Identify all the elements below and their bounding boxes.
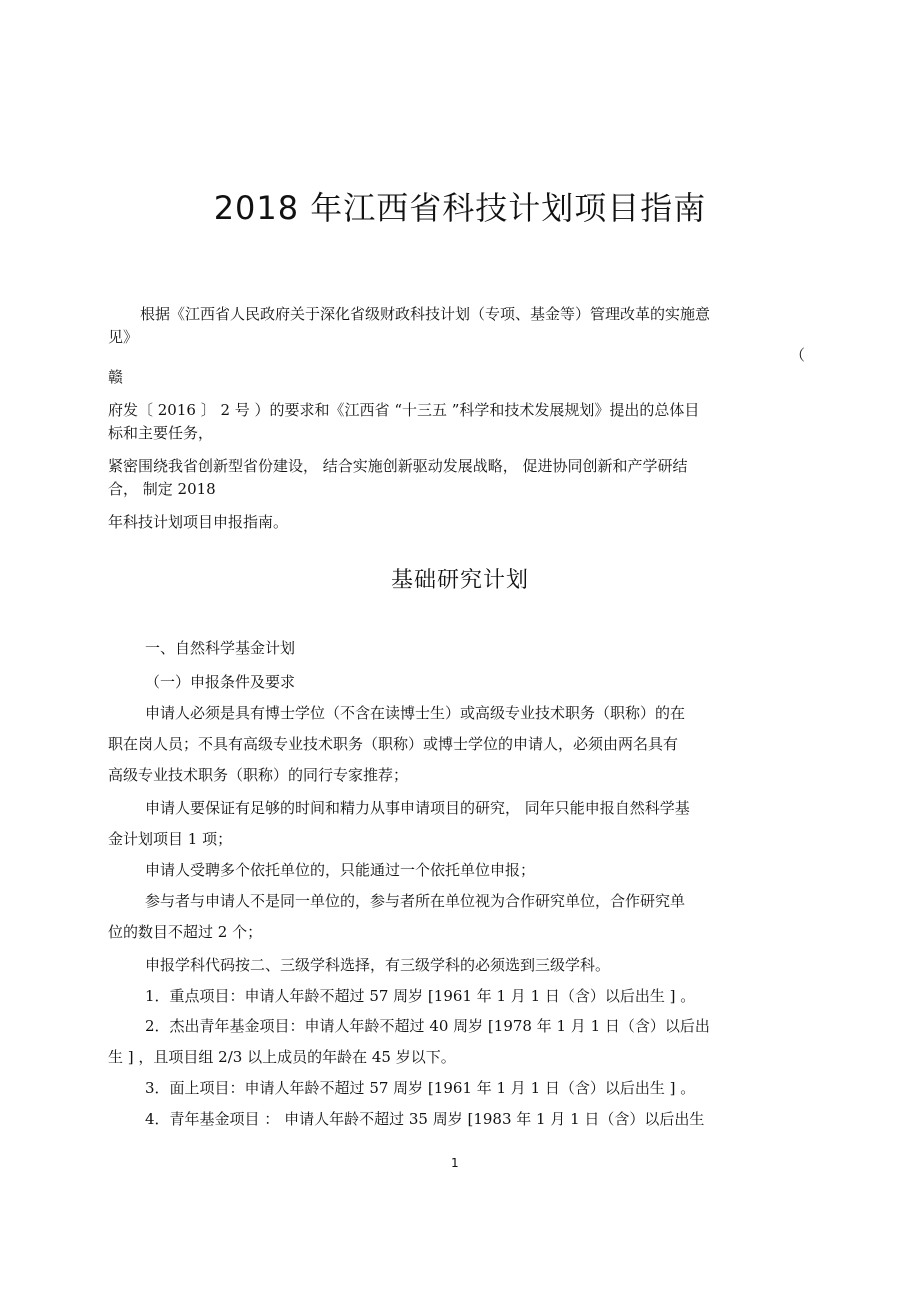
body-line: 参与者与申请人不是同一单位的，参与者所在单位视为合作研究单位，合作研究单	[145, 892, 686, 910]
section-heading: 基础研究计划	[390, 568, 529, 593]
body-line: 申请人要保证有足够的时间和精力从事申请项目的研究， 同年只能申报自然科学基	[145, 799, 690, 817]
intro-line: 合， 制定 2018	[108, 480, 216, 498]
list-item: 3．面上项目：申请人年龄不超过 57 周岁 [1961 年 1 月 1 日（含）以后出生 ] 。	[145, 1079, 696, 1097]
body-line: 位的数目不超过 2 个；	[108, 923, 263, 941]
body-line: 高级专业技术职务（职称）的同行专家推荐；	[108, 766, 409, 784]
page-number: 1	[451, 1156, 459, 1170]
list-item: 1．重点项目：申请人年龄不超过 57 周岁 [1961 年 1 月 1 日（含）以后出生 ] 。	[145, 987, 696, 1005]
body-line: 申报学科代码按二、三级学科选择，有三级学科的必须选到三级学科。	[145, 956, 611, 974]
intro-line: 根据《江西省人民政府关于深化省级财政科技计划（专项、基金等）管理改革的实施意	[140, 305, 711, 323]
intro-line: 见》	[108, 328, 139, 346]
subsection-heading: 一、自然科学基金计划	[145, 639, 296, 657]
list-item-continuation: 生 ] ，且项目组 2/3 以上成员的年龄在 45 岁以下。	[108, 1048, 456, 1066]
list-item: 4．青年基金项目 ： 申请人年龄不超过 35 周岁 [1983 年 1 月 1 日（含）以后出生	[145, 1110, 705, 1128]
intro-line: 赣	[108, 368, 124, 386]
body-line: 金计划项目 1 项；	[108, 830, 233, 848]
document-title: 2018 年江西省科技计划项目指南	[213, 189, 707, 227]
subsection-heading: （一）申报条件及要求	[145, 673, 296, 691]
intro-line: 年科技计划项目申报指南。	[108, 513, 289, 531]
body-line: 职在岗人员；不具有高级专业技术职务（职称）或博士学位的申请人，必须由两名具有	[108, 735, 679, 753]
intro-line: 府发〔 2016 〕 2 号 ）的要求和《江西省 “十三五 ”科学和技术发展规划》提出的总体目	[108, 401, 700, 419]
body-line: 申请人必须是具有博士学位（不含在读博士生）或高级专业技术职务（职称）的在	[145, 704, 686, 722]
intro-line: 标和主要任务，	[108, 424, 214, 442]
list-item: 2．杰出青年基金项目：申请人年龄不超过 40 周岁 [1978 年 1 月 1 日（含）以后出	[145, 1017, 710, 1035]
intro-line: （	[790, 346, 806, 364]
intro-line: 紧密围绕我省创新型省份建设， 结合实施创新驱动发展战略， 促进协同创新和产学研结	[108, 457, 688, 475]
body-line: 申请人受聘多个依托单位的，只能通过一个依托单位申报；	[145, 861, 536, 879]
